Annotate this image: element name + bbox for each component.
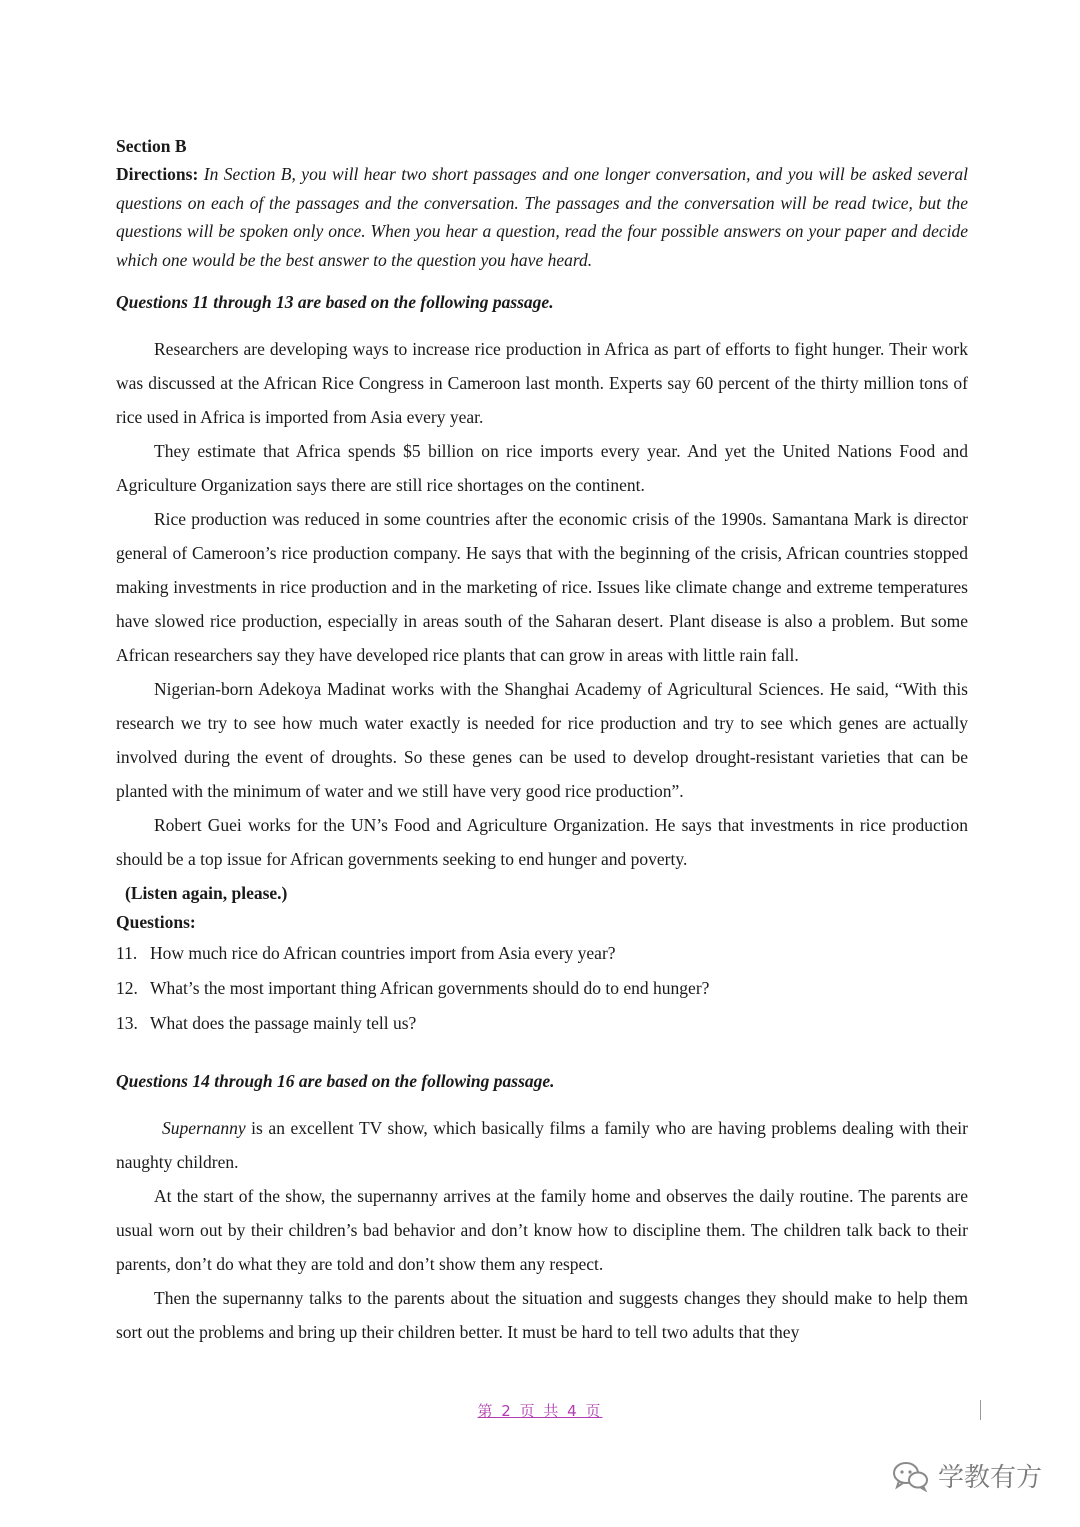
passage2-paragraph: Then the supernanny talks to the parents about the situation and suggests changes they should make to help them sort out the problems and bring up their children better. It must be hard to tell two adults that they xyxy=(116,1288,968,1342)
passage1-heading: Questions 11 through 13 are based on the following passage. xyxy=(116,292,554,312)
page-footer xyxy=(0,1400,1080,1421)
question-text: What’s the most important thing African governments should do to end hunger? xyxy=(150,978,710,998)
directions-text: In Section B, you will hear two short passages and one longer conversation, and you will be asked several questions on each of the passages and the conversation. The passages and the conversation will be read twice, but the questions will be spoken only once. When you hear a question, read the four possible answers on your paper and decide which one would be the best answer to the question you have heard. xyxy=(116,164,969,270)
passage2-paragraph xyxy=(116,1111,968,1179)
section-title: Section B xyxy=(116,136,187,156)
question-number: 11. xyxy=(116,943,138,963)
passage1-paragraph: Researchers are developing ways to increase rice production in Africa as part of efforts to fight hunger. Their work was discussed at the African Rice Congress in Cameroon last month. Experts say 60 percent of the thirty million tons of rice used in Africa is imported from Asia every year. xyxy=(116,339,968,427)
question-item xyxy=(116,971,968,1006)
passage1-paragraph: Nigerian-born Adekoya Madinat works with the Shanghai Academy of Agricultural Sciences. He said, “With this research we try to see how much water exactly is needed for rice production and try to see which genes are actually involved during the event of droughts. So these genes can be used to develop drought-resistant varieties that can be planted with the minimum of water and we still have very good rice production”. xyxy=(116,679,968,801)
passage1-paragraph: They estimate that Africa spends $5 billion on rice imports every year. And yet the United Nations Food and Agriculture Organization says there are still rice shortages on the continent. xyxy=(116,441,968,495)
question-number: 13. xyxy=(116,1013,138,1033)
listen-again-note: (Listen again, please.) xyxy=(125,883,288,903)
paragraph-text: is an excellent TV show, which basically films a family who are having problems dealing with their naughty children. xyxy=(116,1118,968,1172)
watermark xyxy=(892,1457,1042,1494)
passage1-paragraph: Rice production was reduced in some countries after the economic crisis of the 1990s. Samantana Mark is director general of Cameroon’s rice production company. He says that with the beginning of the crisis, African countries stopped making investments in rice production and in the marketing of rice. Issues like climate change and extreme temperatures have slowed rice production, especially in areas south of the Saharan desert. Plant disease is also a problem. But some African researchers say they have developed rice plants that can grow in areas with little rain fall. xyxy=(116,509,968,665)
passage2-paragraph: At the start of the show, the supernanny arrives at the family home and observes the daily routine. The parents are usual worn out by their children’s bad behavior and don’t know how to discipline them. The children talk back to their parents, don’t do what they are told and don’t show them any respect. xyxy=(116,1186,968,1274)
directions xyxy=(116,160,968,274)
questions-label: Questions: xyxy=(116,912,196,932)
directions-label: Directions: xyxy=(116,164,199,184)
question-item xyxy=(116,1006,968,1041)
margin-divider xyxy=(980,1400,981,1420)
question-text: How much rice do African countries import from Asia every year? xyxy=(150,943,616,963)
show-title: Supernanny xyxy=(162,1118,246,1138)
question-number: 12. xyxy=(116,978,138,998)
passage2-heading: Questions 14 through 16 are based on the following passage. xyxy=(116,1071,555,1091)
passage1-paragraph: Robert Guei works for the UN’s Food and Agriculture Organization. He says that investments in rice production should be a top issue for African governments seeking to end hunger and poverty. xyxy=(116,815,968,869)
page-content xyxy=(116,132,968,1349)
watermark-text: 学教有方 xyxy=(938,1463,1043,1493)
question-item xyxy=(116,936,968,971)
page-number: 第 2 页 共 4 页 xyxy=(477,1402,603,1420)
question-text: What does the passage mainly tell us? xyxy=(150,1013,417,1033)
wechat-icon xyxy=(892,1460,930,1492)
